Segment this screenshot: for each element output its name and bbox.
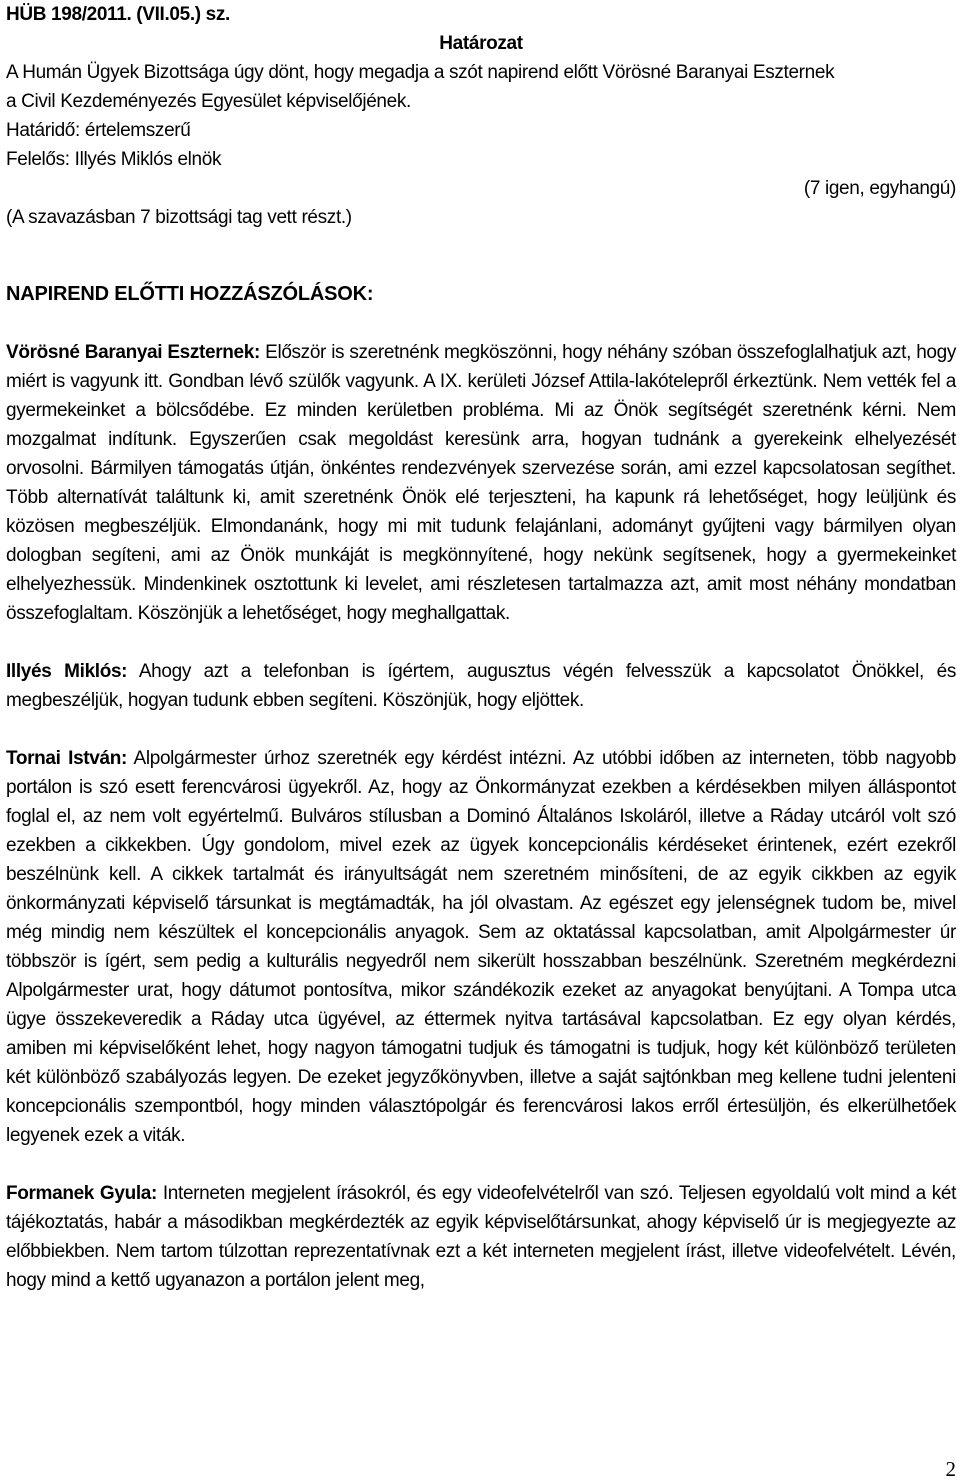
speech-text: Interneten megjelent írásokról, és egy videofelvételről van szó. Teljesen egyoldalú volt mind a két tájékoztatás, habár a másodikban megkérdezték az egyik képviselőtársunkat, ahogy képviselő úr is megjegyezte az előbbiekben. Nem tartom túlzottan reprezentatívnak ezt a két interneten megjelent írást, illetve videofelvételt. Lévén, hogy mind a kettő ugyanazon a portálon jelent meg,: [6, 1183, 956, 1291]
page-number: 2: [945, 1457, 956, 1481]
spacer: [6, 232, 956, 280]
speech-paragraph: [6, 657, 956, 715]
spacer: [6, 628, 956, 657]
speaker-name: Illyés Miklós:: [6, 661, 128, 682]
vote-participation: (A szavazásban 7 bizottsági tag vett részt.): [6, 207, 352, 228]
speaker-name: Vörösné Baranyai Eszternek:: [6, 342, 260, 363]
vote-result: (7 igen, egyhangú): [803, 178, 956, 199]
speech-paragraph: [6, 1179, 956, 1295]
spacer: [6, 1150, 956, 1179]
resolution-number: HÜB 198/2011. (VII.05.) sz.: [6, 4, 230, 25]
speech-paragraph: [6, 744, 956, 1150]
speaker-name: Formanek Gyula:: [6, 1183, 157, 1204]
speaker-name: Tornai István:: [6, 748, 127, 769]
resolution-text-line-2: a Civil Kezdeményezés Egyesület képviselőjének.: [6, 91, 411, 112]
resolution-text-line-1: A Humán Ügyek Bizottsága úgy dönt, hogy megadja a szót napirend előtt Vörösné Baranyai Eszternek: [6, 62, 835, 83]
spacer: [6, 715, 956, 744]
section-heading: NAPIREND ELŐTTI HOZZÁSZÓLÁSOK:: [6, 283, 374, 305]
speech-text: Alpolgármester úrhoz szeretnék egy kérdést intézni. Az utóbbi időben az interneten, több nagyobb portálon is szó esett ferencvárosi ügyekről. Az, hogy az Önkormányzat ezekben a kérdésekben milyen álláspontot foglal el, az nem volt egyértelmű. Bulváros stílusban a Dominó Általános Iskoláról, illetve a Ráday utcáról volt szó ezekben a cikkekben. Úgy gondolom, mivel ezek az ügyek koncepcionális kérdéseket érintenek, ezért ezekről beszélnünk kell. A cikkek tartalmát és irányultságát nem szeretném minősíteni, de az egyik cikkben az egyik önkormányzati képviselő társunkat is megtámadták, ha jól olvastam. Az egészet egy jelenségnek tudom be, mivel még mindig nem készültek el koncepcionális anyagok. Sem az oktatással kapcsolatban, amit Alpolgármester úr többször is ígért, sem pedig a kulturális negyedről nem sikerült hosszabban beszélnünk. Szeretném megkérdezni Alpolgármester urat, hogy dátumot pontosítva, mikor szándékozik ezeket az anyagokat benyújtani. A Tompa utca ügye összekeveredik a Ráday utca ügyével, az éttermek nyitva tartásával kapcsolatban. Ez egy olyan kérdés, amiben mi képviselőként lehet, hogy nagyon támogatni tudjuk és támogatni is tudjuk, hogy két különböző területen két különböző szabályozás legyen. De ezeket jegyzőkönyvben, illetve a saját sajtónkban meg kellene tudni jelenteni koncepcionális szempontból, hogy minden választópolgár és ferencvárosi lakos erről értesüljön, és elkerülhetőek legyenek ezek a viták.: [6, 748, 956, 1146]
resolution-heading: Határozat: [439, 33, 523, 54]
speech-text: Ahogy azt a telefonban is ígértem, augusztus végén felvesszük a kapcsolatot Önökkel, és megbeszéljük, hogyan tudunk ebben segíteni. Köszönjük, hogy eljöttek.: [6, 661, 956, 711]
resolution-responsible: Felelős: Illyés Miklós elnök: [6, 149, 222, 170]
speech-text: Először is szeretnénk megköszönni, hogy néhány szóban összefoglalhatjuk azt, hogy miért is vagyunk itt. Gondban lévő szülők vagyunk. A IX. kerületi József Attila-lakótelepről érkeztünk. Nem vették fel a gyermekeinket a bölcsődébe. Ez minden kerületben probléma. Mi az Önök segítségét szeretnénk kérni. Nem mozgalmat indítunk. Egyszerűen csak megoldást keresünk arra, hogyan tudnánk a gyerekeink elhelyezését orvosolni. Bármilyen támogatás útján, önkéntes rendezvények szervezése során, ami ezzel kapcsolatosan segíthet. Több alternatívát találtunk ki, amit szeretnénk Önök elé terjeszteni, ha kapunk rá lehetőséget, hogy leüljünk és közösen megbeszéljük. Elmondanánk, hogy mi mit tudunk felajánlani, adományt gyűjteni vagy bármilyen olyan dologban segíteni, ami az Önök munkáját is megkönnyítené, hogy nekünk segítsenek, hogy a gyermekeinket elhelyezhessük. Mindenkinek osztottunk ki levelet, ami részletesen tartalmazza azt, amit most néhány mondatban összefoglaltam. Köszönjük a lehetőséget, hogy meghallgattak.: [6, 342, 956, 624]
speech-paragraph: [6, 338, 956, 628]
resolution-deadline: Határidő: értelemszerű: [6, 120, 191, 141]
spacer: [6, 309, 956, 338]
document-page: [6, 0, 956, 1295]
